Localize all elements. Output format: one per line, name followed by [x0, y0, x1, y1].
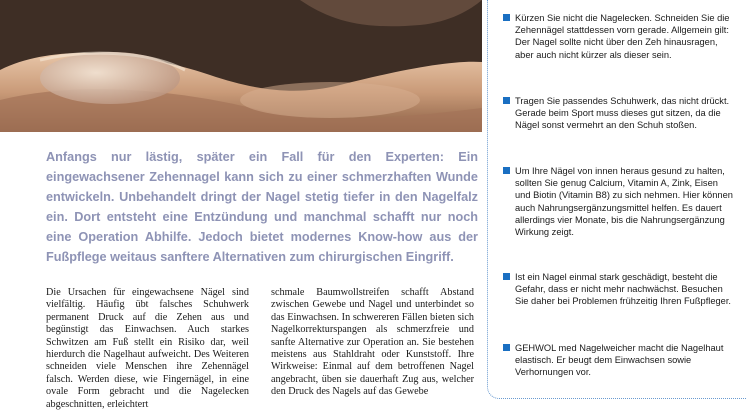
square-bullet-icon — [503, 14, 510, 21]
tips-sidebar — [487, 0, 746, 399]
header-photo-toe — [0, 0, 482, 132]
square-bullet-icon — [503, 273, 510, 280]
tip-text: Tragen Sie passendes Schuhwerk, das nicht drückt. Gerade beim Sport muss dieses gut sitzen, da die Nägel sonst vermehrt an den Schuh stoßen. — [515, 96, 730, 131]
article-lead: Anfangs nur lästig, später ein Fall für den Experten: Ein eingewachsener Zehennagel kann sich zu einer schmerzhaften Wunde entwickeln. Unbehandelt dringt der Nagel stetig tiefer in den Nagelfalz ein. Dort entsteht eine Entzündung und manchmal schafft nur noch eine Operation Abhilfe. Jedoch bietet modernes Know-how aus der Fußpflege weitaus sanftere Alternativen zum chirurgischen Eingriff. — [46, 150, 478, 264]
tip-text: Kürzen Sie nicht die Nagelecken. Schneiden Sie die Zehennägel stattdessen vorn gerade. Allgemein gilt: Der Nagel sollte nicht über den Zeh hinausragen, aber auch nicht kürzer als dieser sein. — [515, 13, 730, 60]
square-bullet-icon — [503, 97, 510, 104]
tip-item — [503, 95, 733, 132]
tip-text: GEHWOL med Nagelweicher macht die Nagelhaut elastisch. Er beugt dem Einwachsen sowie Verhornungen vor. — [515, 343, 724, 378]
square-bullet-icon — [503, 344, 510, 351]
square-bullet-icon — [503, 167, 510, 174]
tip-item — [503, 342, 733, 379]
article-column-1: Die Ursachen für eingewachsene Nägel sind vielfältig. Häufig übt falsches Schuhwerk permanent Druck auf die Zehen aus und begünstigt das Einwachsen. Auch starkes Schwitzen am Fuß stellt ein Risiko dar, weil hierdurch die Nagelhaut aufweicht. Des Weiteren schneiden viele Menschen ihre Zehennägel falsch. Werden diese, wie Fingernägel, in eine ovale Form gebracht und die Nagelecken abgeschnitten, erleichtert — [46, 287, 249, 410]
tip-text: Ist ein Nagel einmal stark geschädigt, besteht die Gefahr, dass er nicht mehr nachwächst. Besuchen Sie daher bei Problemen frühzeitig Ihren Fußpfleger. — [515, 272, 732, 307]
tip-text: Um Ihre Nägel von innen heraus gesund zu halten, sollten Sie genug Calcium, Vitamin A, Zink, Eisen und Biotin (Vitamin B8) zu sich nehmen. Hier können auch Nahrungsergänzungsmittel helfen. Es dauert allerdings vier Monate, bis die Nahrungsergänzung Wirkung zeigt. — [515, 166, 733, 238]
article-column-2: schmale Baumwollstreifen schafft Abstand zwischen Gewebe und Nagel und unterbindet so das Einwachsen. In schwereren Fällen bieten sich Nagelkorrekturspangen als schmerzfreie und sanfte Alternative zur Operation an. Sie bestehen meistens aus Stahldraht oder Kunststoff. Ihre Wirkweise: Einmal auf dem betroffenen Nagel angebracht, üben sie dauerhaft Zug aus, welcher den Druck des Nagels auf das Gewebe — [271, 287, 474, 398]
tip-item — [503, 165, 733, 238]
tip-item — [503, 12, 733, 61]
tip-item — [503, 271, 733, 308]
toe-photo-illustration — [0, 0, 482, 132]
